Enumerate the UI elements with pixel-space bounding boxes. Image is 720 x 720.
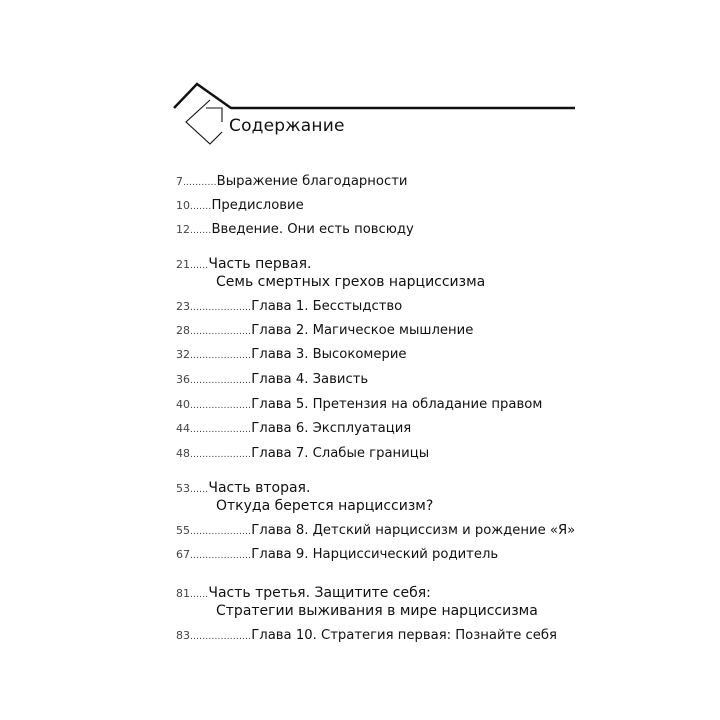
toc-entry[interactable] [176,173,407,192]
page-number: 36 [176,373,190,386]
entry-title: Глава 10. Стратегия первая: Познайте себя [251,628,557,643]
page-number: 48 [176,447,190,460]
toc-entry[interactable] [176,346,407,365]
entry-title: Выражение благодарности [216,174,408,189]
page-number: 7 [176,175,183,188]
entry-title: Глава 2. Магическое мышление [251,323,474,338]
toc-entry[interactable] [176,396,542,415]
part-subtitle: Откуда берется нарциссизм? [216,498,434,514]
entry-title: Глава 3. Высокомерие [251,347,407,362]
toc-entry[interactable] [176,298,402,317]
dot-leader: .................... [190,303,252,313]
toc-entry[interactable] [176,197,304,216]
page-number: 12 [176,223,190,236]
dot-leader: .................... [190,401,252,411]
page-number: 21 [176,258,190,271]
entry-title: Глава 1. Бесстыдство [251,299,403,314]
page-number: 55 [176,524,190,537]
toc-entry[interactable] [176,420,411,439]
entry-title: Глава 4. Зависть [251,372,369,387]
dot-leader: .................... [190,551,252,561]
dot-leader: .................... [190,351,252,361]
part-subtitle: Семь смертных грехов нарциссизма [216,274,486,290]
page-number: 53 [176,482,190,495]
page-number: 23 [176,300,190,313]
dot-leader: ...... [190,485,209,495]
heading-ornament-icon [170,78,580,148]
part-subtitle: Стратегии выживания в мире нарциссизма [216,603,538,619]
toc-entry[interactable] [176,221,414,240]
toc-entry[interactable] [176,546,498,565]
dot-leader: .................... [190,327,252,337]
entry-title: Глава 6. Эксплуатация [251,421,412,436]
page-number: 83 [176,629,190,642]
dot-leader: .................... [190,376,252,386]
page-number: 32 [176,348,190,361]
toc-entry[interactable] [176,445,429,464]
page-number: 10 [176,199,190,212]
entry-title: Глава 7. Слабые границы [251,446,430,461]
dot-leader: .................... [190,632,252,642]
toc-entry[interactable] [176,522,575,541]
page-number: 44 [176,422,190,435]
toc-heading: Содержание [229,116,345,136]
dot-leader: .................... [190,425,252,435]
part-heading[interactable] [176,584,431,604]
page-number: 28 [176,324,190,337]
dot-leader: ...... [190,590,209,600]
page-number: 81 [176,587,190,600]
dot-leader: ........... [183,178,217,188]
toc-entry[interactable] [176,627,557,646]
entry-title: Глава 5. Претензия на обладание правом [251,397,543,412]
dot-leader: ...... [190,261,209,271]
dot-leader: ....... [190,202,212,212]
part-title: Часть первая. [208,256,312,272]
dot-leader: .................... [190,527,252,537]
part-title: Часть вторая. [208,480,311,496]
toc-entry[interactable] [176,322,473,341]
entry-title: Введение. Они есть повсюду [211,222,414,237]
page-number: 40 [176,398,190,411]
page-number: 67 [176,548,190,561]
entry-title: Предисловие [211,198,304,213]
toc-entry[interactable] [176,371,368,390]
part-title: Часть третья. Защитите себя: [208,585,431,601]
entry-title: Глава 8. Детский нарциссизм и рождение «Я» [251,523,576,538]
part-heading[interactable] [176,479,310,499]
entry-title: Глава 9. Нарциссический родитель [251,547,499,562]
part-heading[interactable] [176,255,311,275]
dot-leader: .................... [190,450,252,460]
dot-leader: ....... [190,226,212,236]
